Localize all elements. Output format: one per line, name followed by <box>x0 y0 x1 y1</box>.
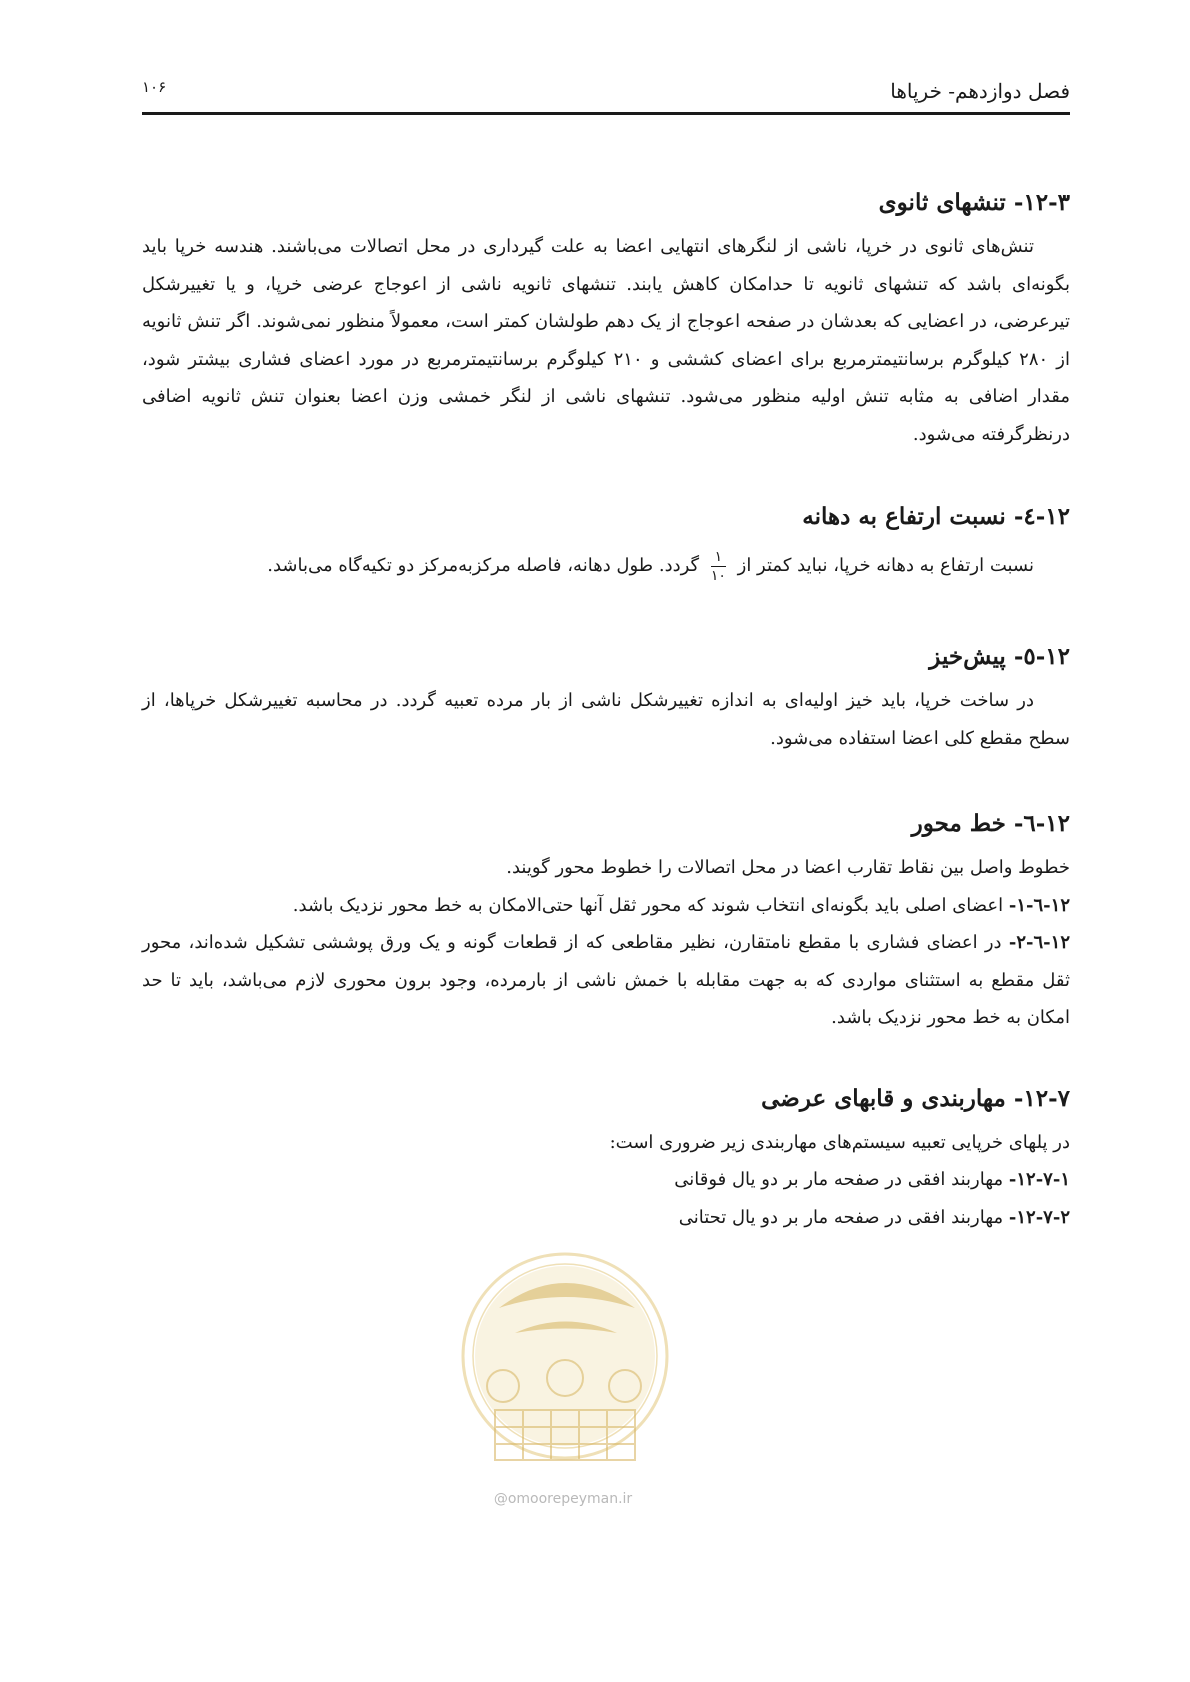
header-rule <box>142 112 1070 115</box>
running-title: فصل دوازدهم- خرپاها <box>890 79 1070 103</box>
section-heading: ۱۲-٤- نسبت ارتفاع به دهانه <box>802 503 1070 530</box>
section-height-span-ratio <box>142 500 1070 590</box>
section-heading: ۱۲-۳- تنشهای ثانوی <box>878 189 1070 216</box>
paragraph: خطوط واصل بین نقاط تقارب اعضا در محل اتصالات را خطوط محور گویند. <box>506 857 1070 878</box>
subitem <box>142 1199 1070 1237</box>
subitem <box>142 887 1070 925</box>
section-camber <box>142 640 1070 757</box>
subitem-text: مهاربند افقی در صفحه مار بر دو یال تحتانی <box>678 1206 1009 1228</box>
section-axis-line <box>142 807 1070 1037</box>
section-heading: ۱۲-۷- مهاربندی و قابهای عرضی <box>761 1084 1070 1112</box>
page-number: ۱۰۶ <box>142 78 167 96</box>
fraction <box>711 549 726 584</box>
section-secondary-stresses <box>142 186 1070 453</box>
page-content <box>142 186 1070 1236</box>
subitem-text: مهاربند افقی در صفحه مار بر دو یال فوقانی <box>674 1169 1009 1190</box>
subitem <box>142 1161 1070 1199</box>
watermark-url: @omoorepeyman.ir <box>493 1491 633 1507</box>
paragraph: در ساخت خرپا، باید خیز اولیه‌ای به اندازه تغییرشکل ناشی از بار مرده تعبیه گردد. در محاسبه تغییرشکل خرپاها، از سطح مقطع کلی اعضا استفاده می‌شود. <box>142 690 1070 749</box>
paragraph: در پلهای خرپایی تعبیه سیستم‌های مهاربندی زیر ضروری است: <box>609 1131 1070 1153</box>
watermark-logo <box>455 1238 675 1488</box>
subitem-number: ۱۲-۷-۱- <box>1008 1169 1070 1190</box>
subitem-number: ۱۲-٦-۱- <box>1008 894 1070 916</box>
ratio-paragraph <box>142 542 1070 590</box>
subitem-number: ۱۲-۷-۲- <box>1008 1206 1070 1228</box>
section-heading: ۱۲-٦- خط محور <box>911 810 1070 837</box>
subitem-text: اعضای اصلی باید بگونه‌ای انتخاب شوند که محور ثقل آنها حتی‌الامکان به خط محور نزدیک باشد. <box>292 894 1009 916</box>
section-bracing <box>142 1082 1070 1237</box>
ratio-text-after: گردد. طول دهانه، فاصله مرکزبه‌مرکز دو تکیه‌گاه می‌باشد. <box>267 555 700 576</box>
paragraph: تنش‌های ثانوی در خرپا، ناشی از لنگرهای انتهایی اعضا به علت گیرداری در محل اتصالات می‌باشند. هندسه خرپا باید بگونه‌ای باشد که تنشهای ثانویه تا حدامکان کاهش یابند. تنشهای ثانویه ناشی از اعوجاج عرضی خرپا، و یا تغییرشکل تیرعرضی، در اعضایی که بعدشان در صفحه اعوجاج از یک دهم طولشان کمتر است، معمولاً منظور نمی‌شوند. اگر تنش ثانویه از ۲۸۰ کیلوگرم برسانتیمترمربع برای اعضای کششی و ۲۱۰ کیلوگرم برسانتیمترمربع در مورد اعضای فشاری بیشتر شود، مقدار اضافی به مثابه تنش اولیه منظور می‌شود. تنشهای ناشی از لنگر خمشی وزن اعضا بعنوان تنش ثانویه اضافی درنظرگرفته می‌شود. <box>142 236 1071 445</box>
subitem-text: در اعضای فشاری با مقطع نامتقارن، نظیر مقاطعی که از قطعات گونه و یک ورق پوششی تشکیل شده‌اند، محور ثقل مقطع به استثنای مواردی که به جهت مقابله با خمش ناشی از بارمرده، وجود برون محوری لازم می‌باشد، باید تا حد امکان به خط محور نزدیک باشد. <box>142 932 1070 1028</box>
section-heading: ۱۲-٥- پیش‌خیز <box>929 643 1070 670</box>
subitem-number: ۱۲-٦-۲- <box>1008 932 1070 953</box>
ratio-text-before: نسبت ارتفاع به دهانه خرپا، نباید کمتر از <box>737 555 1034 576</box>
fraction-denominator: ۱۰ <box>710 567 726 584</box>
fraction-numerator: ۱ <box>711 549 726 567</box>
subitem <box>142 924 1070 1037</box>
running-head <box>142 76 1070 116</box>
